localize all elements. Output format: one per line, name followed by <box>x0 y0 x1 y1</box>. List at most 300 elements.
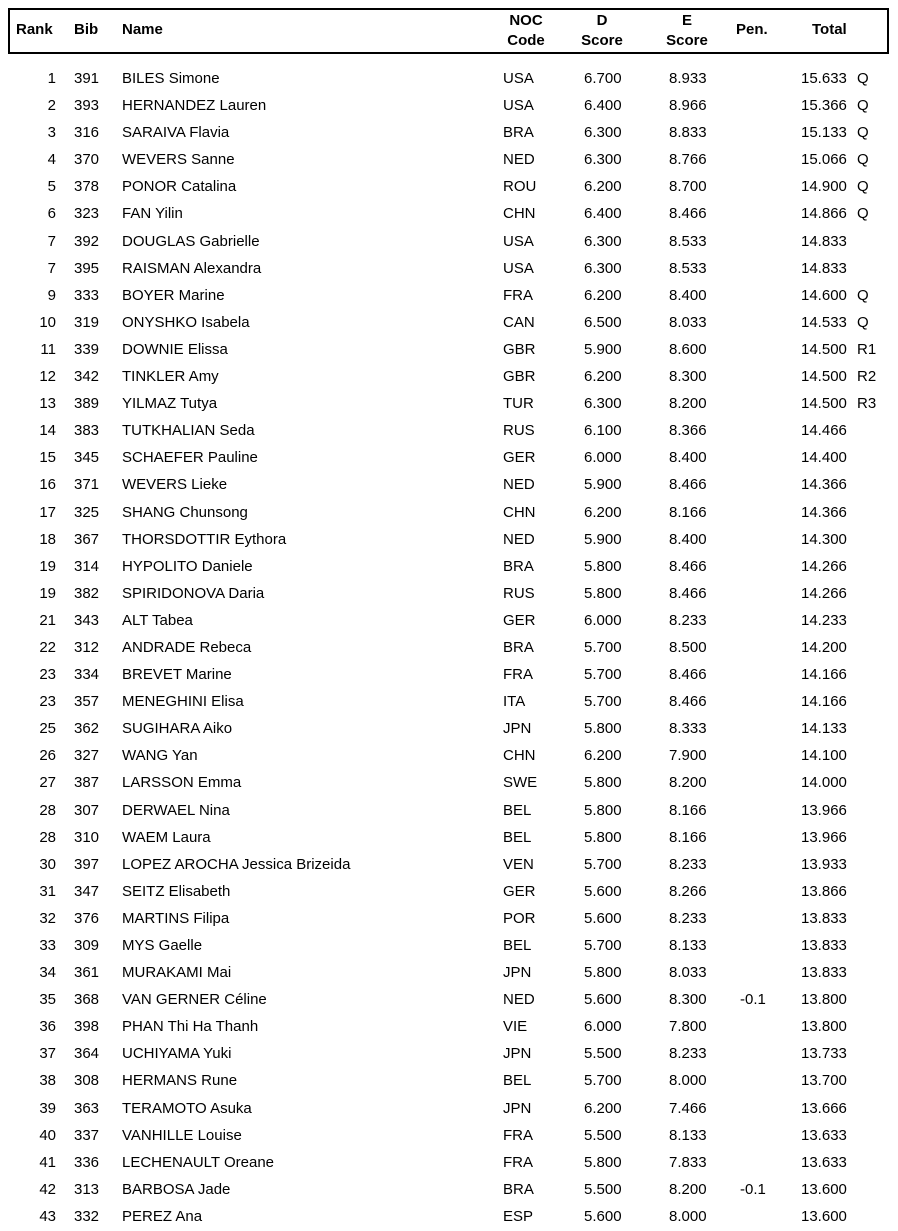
bib-cell: 314 <box>74 557 100 575</box>
d-score-cell: 6.700 <box>584 70 622 87</box>
table-row <box>0 310 898 337</box>
e-score-cell: 8.366 <box>669 422 707 440</box>
total-cell: 14.266 <box>801 584 847 602</box>
penalty-cell: -0.1 <box>740 991 766 1009</box>
bib-cell: 343 <box>74 611 100 629</box>
noc-code-header <box>502 11 550 51</box>
noc-code-cell: NED <box>503 476 535 494</box>
bib-cell: 327 <box>74 747 100 765</box>
athlete-name-cell: PHAN Thi Ha Thanh <box>122 1018 259 1036</box>
qualification-mark-cell: R1 <box>857 340 877 358</box>
d-score-cell: 5.800 <box>584 720 622 738</box>
e-score-cell: 8.133 <box>669 937 707 954</box>
e-score-cell: 8.466 <box>669 693 707 711</box>
e-score-cell: 8.600 <box>669 340 707 358</box>
table-row <box>0 987 898 1014</box>
d-score-cell: 5.700 <box>584 855 622 873</box>
athlete-name-cell: WEVERS Lieke <box>122 476 228 494</box>
bib-cell: 398 <box>74 1018 100 1036</box>
d-score-cell: 6.200 <box>584 1099 622 1117</box>
d-score-cell: 5.600 <box>584 909 622 927</box>
athlete-name-cell: TERAMOTO Asuka <box>122 1099 252 1117</box>
rank-cell: 15 <box>39 449 56 467</box>
e-score-cell: 8.266 <box>669 882 707 900</box>
total-cell: 14.833 <box>801 259 847 277</box>
d-score-cell: 6.000 <box>584 449 622 467</box>
bib-cell: 333 <box>74 286 100 304</box>
total-cell: 14.166 <box>801 666 847 684</box>
noc-code-cell: TUR <box>503 395 534 413</box>
noc-code-cell: GBR <box>503 340 536 358</box>
athlete-name-cell: PONOR Catalina <box>122 178 237 196</box>
total-cell: 14.166 <box>801 693 847 711</box>
noc-code-cell: GER <box>503 611 536 629</box>
total-cell: 14.600 <box>801 286 847 304</box>
qualification-mark-cell: R2 <box>857 368 877 386</box>
athlete-name-cell: LOPEZ AROCHA Jessica Brizeida <box>122 855 351 873</box>
rank-cell: 7 <box>47 232 56 250</box>
noc-code-cell: NED <box>503 991 535 1009</box>
rank-cell: 23 <box>39 693 56 711</box>
athlete-name-cell: ANDRADE Rebeca <box>122 638 252 656</box>
noc-code-cell: JPN <box>503 964 532 982</box>
e-score-cell: 8.200 <box>669 1180 707 1198</box>
athlete-name-cell: BARBOSA Jade <box>122 1180 231 1198</box>
qualification-mark-cell: Q <box>857 205 869 223</box>
noc-code-cell: BRA <box>503 124 534 142</box>
d-score-cell: 5.600 <box>584 1207 622 1225</box>
noc-code-cell: BRA <box>503 557 534 575</box>
noc-code-cell: CAN <box>503 313 535 331</box>
bib-cell: 309 <box>74 937 100 954</box>
table-row <box>0 581 898 608</box>
d-score-header <box>576 11 628 51</box>
table-row <box>0 1150 898 1177</box>
bib-cell: 367 <box>74 530 100 548</box>
d-score-cell: 5.800 <box>584 774 622 792</box>
e-score-cell: 8.466 <box>669 557 707 575</box>
athlete-name-cell: HERMANS Rune <box>122 1072 238 1090</box>
noc-code-cell: GBR <box>503 368 536 386</box>
e-score-cell: 8.400 <box>669 449 707 467</box>
d-score-cell: 6.200 <box>584 747 622 765</box>
d-score-cell: 5.800 <box>584 557 622 575</box>
e-score-cell: 7.833 <box>669 1153 707 1171</box>
qualification-mark-cell: Q <box>857 124 869 142</box>
e-score-cell: 7.900 <box>669 747 707 765</box>
table-row <box>0 500 898 527</box>
table-row <box>0 554 898 581</box>
e-score-cell: 8.766 <box>669 151 707 169</box>
rank-cell: 3 <box>47 124 56 142</box>
table-row <box>0 1123 898 1150</box>
rank-cell: 4 <box>47 151 56 169</box>
table-row <box>0 445 898 472</box>
athlete-name-cell: LARSSON Emma <box>122 774 242 792</box>
athlete-name-cell: BILES Simone <box>122 70 220 87</box>
d-score-cell: 6.200 <box>584 286 622 304</box>
athlete-name-cell: MENEGHINI Elisa <box>122 693 244 711</box>
e-score-cell: 8.933 <box>669 70 707 87</box>
bib-cell: 397 <box>74 855 100 873</box>
rank-cell: 5 <box>47 178 56 196</box>
table-row <box>0 825 898 852</box>
bib-cell: 370 <box>74 151 100 169</box>
e-score-header <box>661 11 713 51</box>
d-score-cell: 5.700 <box>584 1072 622 1090</box>
d-score-cell: 5.700 <box>584 638 622 656</box>
e-score-cell: 8.400 <box>669 530 707 548</box>
total-cell: 14.366 <box>801 503 847 521</box>
total-cell: 14.200 <box>801 638 847 656</box>
bib-cell: 361 <box>74 964 100 982</box>
e-score-cell: 8.166 <box>669 503 707 521</box>
total-cell: 14.466 <box>801 422 847 440</box>
table-row <box>0 1014 898 1041</box>
total-cell: 13.933 <box>801 855 847 873</box>
total-cell: 14.366 <box>801 476 847 494</box>
rank-cell: 39 <box>39 1099 56 1117</box>
bib-cell: 342 <box>74 368 100 386</box>
d-score-cell: 6.000 <box>584 1018 622 1036</box>
d-score-cell: 5.600 <box>584 882 622 900</box>
e-score-cell: 7.466 <box>669 1099 707 1117</box>
d-score-cell: 5.800 <box>584 584 622 602</box>
noc-code-cell: VIE <box>503 1018 528 1036</box>
noc-code-cell: GER <box>503 449 536 467</box>
athlete-name-cell: WAEM Laura <box>122 828 211 846</box>
athlete-name-cell: SEITZ Elisabeth <box>122 882 231 900</box>
d-score-cell: 5.500 <box>584 1045 622 1063</box>
bib-cell: 337 <box>74 1126 100 1144</box>
e-score-cell: 8.466 <box>669 476 707 494</box>
e-score-cell: 7.800 <box>669 1018 707 1036</box>
noc-code-cell: JPN <box>503 1045 532 1063</box>
table-row <box>0 201 898 228</box>
total-cell: 14.233 <box>801 611 847 629</box>
noc-code-cell: CHN <box>503 205 536 223</box>
noc-code-cell: RUS <box>503 422 535 440</box>
e-score-cell: 8.533 <box>669 232 707 250</box>
bib-cell: 383 <box>74 422 100 440</box>
d-score-cell: 6.300 <box>584 395 622 413</box>
bib-cell: 308 <box>74 1072 100 1090</box>
d-score-cell: 6.300 <box>584 151 622 169</box>
total-cell: 13.966 <box>801 828 847 846</box>
rank-cell: 36 <box>39 1018 56 1036</box>
table-row <box>0 960 898 987</box>
rank-cell: 37 <box>39 1045 56 1063</box>
bib-cell: 392 <box>74 232 100 250</box>
total-cell: 14.100 <box>801 747 847 765</box>
noc-code-cell: JPN <box>503 1099 532 1117</box>
rank-cell: 25 <box>39 720 56 738</box>
table-row <box>0 527 898 554</box>
table-row <box>0 229 898 256</box>
bib-cell: 313 <box>74 1180 100 1198</box>
athlete-name-cell: YILMAZ Tutya <box>122 395 218 413</box>
bib-cell: 362 <box>74 720 100 738</box>
e-score-cell: 8.166 <box>669 828 707 846</box>
bib-cell: 319 <box>74 313 100 331</box>
table-row <box>0 635 898 662</box>
total-cell: 13.833 <box>801 964 847 982</box>
noc-code-cell: POR <box>503 909 536 927</box>
total-cell: 13.633 <box>801 1126 847 1144</box>
d-score-cell: 5.800 <box>584 964 622 982</box>
bib-cell: 336 <box>74 1153 100 1171</box>
athlete-name-cell: HERNANDEZ Lauren <box>122 97 267 115</box>
bib-cell: 387 <box>74 774 100 792</box>
qualification-mark-cell: Q <box>857 286 869 304</box>
table-row <box>0 174 898 201</box>
noc-code-cell: RUS <box>503 584 535 602</box>
bib-cell: 382 <box>74 584 100 602</box>
noc-code-cell: CHN <box>503 503 536 521</box>
e-score-cell: 8.533 <box>669 259 707 277</box>
rank-cell: 27 <box>39 774 56 792</box>
bib-cell: 334 <box>74 666 100 684</box>
table-row <box>0 66 898 93</box>
e-header-line2: Score <box>666 32 708 49</box>
e-score-cell: 8.500 <box>669 638 707 656</box>
total-cell: 14.133 <box>801 720 847 738</box>
athlete-name-cell: WANG Yan <box>122 747 198 765</box>
total-cell: 14.866 <box>801 205 847 223</box>
athlete-name-cell: ONYSHKO Isabela <box>122 313 250 331</box>
athlete-name-cell: DOWNIE Elissa <box>122 340 228 358</box>
bib-cell: 371 <box>74 476 100 494</box>
noc-code-cell: FRA <box>503 666 533 684</box>
d-score-cell: 5.700 <box>584 693 622 711</box>
bib-cell: 310 <box>74 828 100 846</box>
bib-cell: 391 <box>74 70 100 87</box>
rank-cell: 33 <box>39 937 56 954</box>
noc-code-cell: NED <box>503 151 535 169</box>
total-cell: 13.633 <box>801 1153 847 1171</box>
rank-header: Rank <box>16 21 53 38</box>
rank-cell: 40 <box>39 1126 56 1144</box>
rank-cell: 35 <box>39 991 56 1009</box>
athlete-name-cell: UCHIYAMA Yuki <box>122 1045 232 1063</box>
d-score-cell: 6.500 <box>584 313 622 331</box>
total-cell: 13.833 <box>801 909 847 927</box>
d-score-cell: 6.100 <box>584 422 622 440</box>
noc-code-cell: ESP <box>503 1207 534 1225</box>
table-row <box>0 472 898 499</box>
table-row <box>0 147 898 174</box>
table-row <box>0 608 898 635</box>
d-score-cell: 5.800 <box>584 1153 622 1171</box>
bib-cell: 368 <box>74 991 100 1009</box>
d-score-cell: 5.900 <box>584 530 622 548</box>
d-score-cell: 6.300 <box>584 232 622 250</box>
table-row <box>0 337 898 364</box>
rank-cell: 34 <box>39 964 56 982</box>
noc-code-cell: SWE <box>503 774 538 792</box>
table-row <box>0 391 898 418</box>
athlete-name-cell: SPIRIDONOVA Daria <box>122 584 265 602</box>
bib-cell: 395 <box>74 259 100 277</box>
noc-code-cell: BEL <box>503 1072 532 1090</box>
e-score-cell: 8.466 <box>669 205 707 223</box>
noc-code-cell: USA <box>503 232 534 250</box>
total-cell: 15.133 <box>801 124 847 142</box>
athlete-name-cell: MYS Gaelle <box>122 937 203 954</box>
athlete-name-cell: MARTINS Filipa <box>122 909 230 927</box>
rank-cell: 14 <box>39 422 56 440</box>
bib-cell: 389 <box>74 395 100 413</box>
table-row <box>0 256 898 283</box>
total-header: Total <box>812 21 847 38</box>
total-cell: 13.600 <box>801 1180 847 1198</box>
total-cell: 13.833 <box>801 937 847 954</box>
d-score-cell: 6.200 <box>584 503 622 521</box>
e-score-cell: 8.000 <box>669 1207 707 1225</box>
rank-cell: 16 <box>39 476 56 494</box>
e-score-cell: 8.233 <box>669 1045 707 1063</box>
total-cell: 14.266 <box>801 557 847 575</box>
athlete-name-cell: MURAKAMI Mai <box>122 964 232 982</box>
athlete-name-cell: VANHILLE Louise <box>122 1126 242 1144</box>
e-score-cell: 8.833 <box>669 124 707 142</box>
qualification-mark-cell: Q <box>857 97 869 115</box>
rank-cell: 38 <box>39 1072 56 1090</box>
e-score-cell: 8.966 <box>669 97 707 115</box>
athlete-name-cell: BREVET Marine <box>122 666 232 684</box>
table-row <box>0 689 898 716</box>
bib-cell: 357 <box>74 693 100 711</box>
noc-code-cell: NED <box>503 530 535 548</box>
noc-code-cell: GER <box>503 882 536 900</box>
athlete-name-cell: TUTKHALIAN Seda <box>122 422 255 440</box>
table-row <box>0 1041 898 1068</box>
d-score-cell: 6.200 <box>584 368 622 386</box>
bib-cell: 393 <box>74 97 100 115</box>
table-row <box>0 743 898 770</box>
d-score-cell: 6.200 <box>584 178 622 196</box>
bib-header: Bib <box>74 21 99 38</box>
total-cell: 13.666 <box>801 1099 847 1117</box>
noc-code-cell: BRA <box>503 1180 534 1198</box>
noc-code-cell: FRA <box>503 286 533 304</box>
table-row <box>0 716 898 743</box>
noc-code-cell: CHN <box>503 747 536 765</box>
athlete-name-cell: DERWAEL Nina <box>122 801 230 819</box>
e-score-cell: 8.200 <box>669 774 707 792</box>
athlete-name-cell: BOYER Marine <box>122 286 225 304</box>
e-score-cell: 8.300 <box>669 368 707 386</box>
total-cell: 14.533 <box>801 313 847 331</box>
e-score-cell: 8.233 <box>669 611 707 629</box>
table-row <box>0 1096 898 1123</box>
total-cell: 13.600 <box>801 1207 847 1225</box>
athlete-name-cell: PEREZ Ana <box>122 1207 203 1225</box>
e-score-cell: 8.133 <box>669 1126 707 1144</box>
bib-cell: 307 <box>74 801 100 819</box>
athlete-name-cell: DOUGLAS Gabrielle <box>122 232 260 250</box>
bib-cell: 378 <box>74 178 100 196</box>
bib-cell: 332 <box>74 1207 100 1225</box>
table-row <box>0 93 898 120</box>
table-row <box>0 1068 898 1095</box>
total-cell: 15.633 <box>801 70 847 87</box>
noc-code-cell: ROU <box>503 178 537 196</box>
rank-cell: 2 <box>47 97 56 115</box>
table-row <box>0 662 898 689</box>
e-score-cell: 8.000 <box>669 1072 707 1090</box>
total-cell: 13.966 <box>801 801 847 819</box>
rank-cell: 7 <box>47 259 56 277</box>
rank-cell: 19 <box>39 584 56 602</box>
qualification-mark-cell: R3 <box>857 395 877 413</box>
rank-cell: 17 <box>39 503 56 521</box>
total-cell: 15.366 <box>801 97 847 115</box>
athlete-name-cell: THORSDOTTIR Eythora <box>122 530 287 548</box>
e-score-cell: 8.033 <box>669 313 707 331</box>
table-row <box>0 879 898 906</box>
d-score-cell: 5.800 <box>584 828 622 846</box>
d-score-cell: 5.500 <box>584 1180 622 1198</box>
rank-cell: 11 <box>40 340 56 358</box>
bib-cell: 339 <box>74 340 100 358</box>
rank-cell: 1 <box>47 70 56 87</box>
rank-cell: 26 <box>39 747 56 765</box>
athlete-name-cell: FAN Yilin <box>122 205 183 223</box>
athlete-name-cell: SHANG Chunsong <box>122 503 248 521</box>
d-score-cell: 6.400 <box>584 97 622 115</box>
rank-cell: 42 <box>39 1180 56 1198</box>
total-cell: 13.800 <box>801 1018 847 1036</box>
d-header-line2: Score <box>581 32 623 49</box>
d-score-cell: 5.700 <box>584 937 622 954</box>
qualification-mark-cell: Q <box>857 70 869 87</box>
e-score-cell: 8.300 <box>669 991 707 1009</box>
total-cell: 14.900 <box>801 178 847 196</box>
d-score-cell: 6.300 <box>584 124 622 142</box>
d-score-cell: 5.800 <box>584 801 622 819</box>
rank-cell: 10 <box>39 313 56 331</box>
table-row <box>0 933 898 960</box>
table-row <box>0 283 898 310</box>
table-row <box>0 1204 898 1231</box>
total-cell: 14.000 <box>801 774 847 792</box>
table-row <box>0 852 898 879</box>
bib-cell: 364 <box>74 1045 100 1063</box>
total-cell: 13.733 <box>801 1045 847 1063</box>
rank-cell: 21 <box>39 611 56 629</box>
table-row <box>0 120 898 147</box>
d-score-cell: 5.500 <box>584 1126 622 1144</box>
noc-code-cell: BEL <box>503 937 532 954</box>
athlete-name-cell: ALT Tabea <box>122 611 193 629</box>
table-row <box>0 906 898 933</box>
e-score-cell: 8.233 <box>669 855 707 873</box>
total-cell: 13.700 <box>801 1072 847 1090</box>
rank-cell: 22 <box>39 638 56 656</box>
rank-cell: 18 <box>39 530 56 548</box>
rank-cell: 28 <box>39 801 56 819</box>
e-score-cell: 8.033 <box>669 964 707 982</box>
total-cell: 14.500 <box>801 340 847 358</box>
rank-cell: 31 <box>39 882 56 900</box>
rank-cell: 28 <box>39 828 56 846</box>
total-cell: 14.300 <box>801 530 847 548</box>
results-table-body <box>0 66 898 1231</box>
e-score-cell: 8.233 <box>669 909 707 927</box>
name-header: Name <box>122 21 163 38</box>
d-score-cell: 6.400 <box>584 205 622 223</box>
